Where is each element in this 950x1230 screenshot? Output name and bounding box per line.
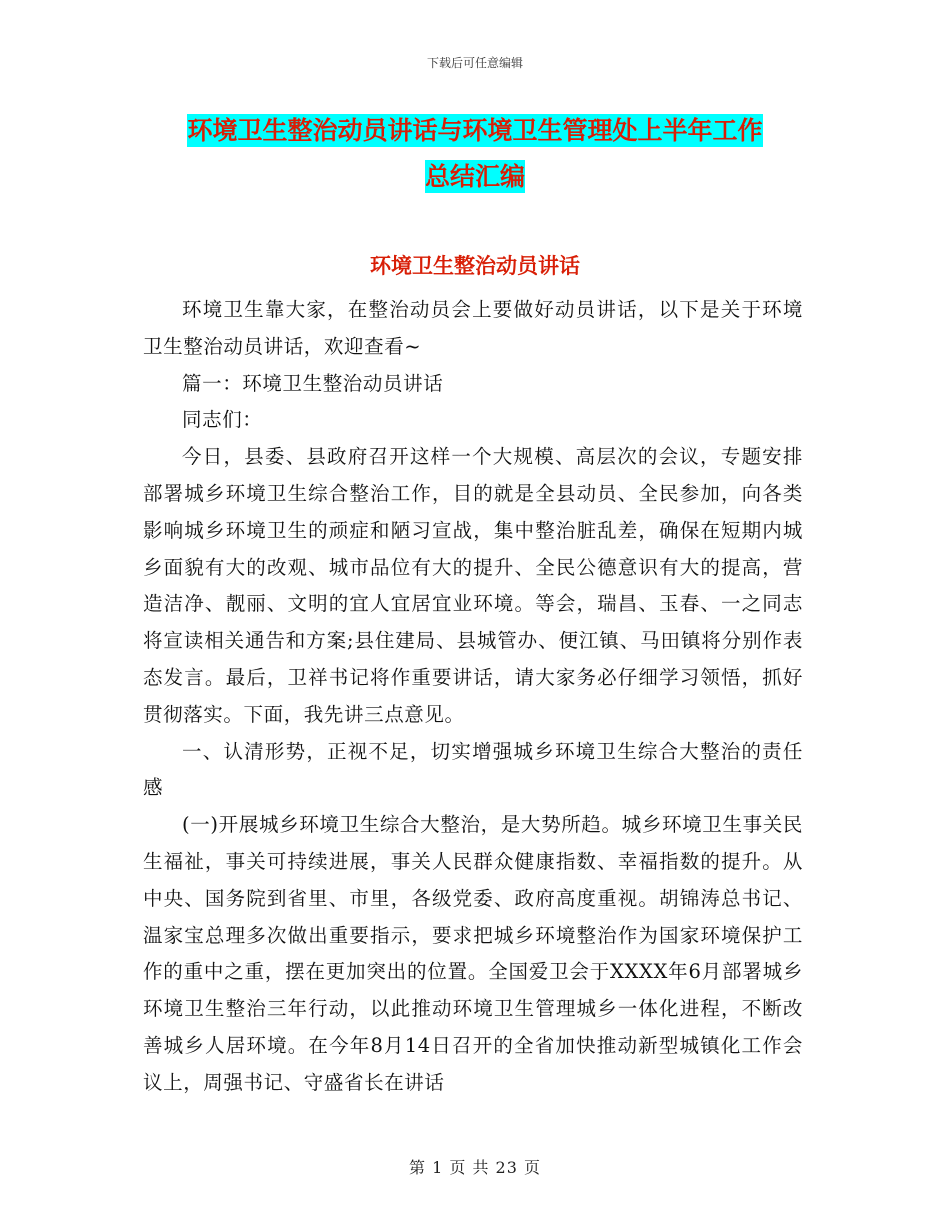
document-title-line-1: 环境卫生整治动员讲话与环境卫生管理处上半年工作 (187, 116, 763, 145)
section-title: 环境卫生整治动员讲话 (370, 254, 580, 278)
paragraph-opening: 今日，县委、县政府召开这样一个大规模、高层次的会议，专题安排部署城乡环境卫生综合整治工作，目的就是全县动员、全民参加，向各类影响城乡环境卫生的顽症和陋习宣战，集中整治脏乱差，确保在短期内城乡面貌有大的改观、城市品位有大的提升、全民公德意识有大的提高，营造洁净、靓丽、文明的宜人宜居宜业环境。等会，瑞昌、玉春、一之同志将宣读相关通告和方案;县住建局、县城管办、便江镇、马田镇将分别作表态发言。最后，卫祥书记将作重要讲话，请大家务必仔细学习领悟，抓好贯彻落实。下面，我先讲三点意见。 (143, 445, 803, 726)
document-title-line-2: 总结汇编 (424, 162, 525, 191)
document-title (140, 108, 810, 200)
document-body (143, 292, 803, 1102)
paragraph-point-one-body: (一)开展城乡环境卫生综合大整治，是大势所趋。城乡环境卫生事关民生福祉，事关可持续进展，事关人民群众健康指数、幸福指数的提升。从中央、国务院到省里、市里，各级党委、政府高度重视。胡锦涛总书记、温家宝总理多次做出重要指示，要求把城乡环境整治作为国家环境保护工作的重中之重，摆在更加突出的位置。全国爱卫会于XXXX年6月部署城乡环境卫生整治三年行动，以此推动环境卫生管理城乡一体化进程，不断改善城乡人居环境。在今年8月14日召开的全省加快推动新型城镇化工作会议上，周强书记、守盛省长在讲话 (143, 813, 803, 1094)
paragraph-chapter-heading: 篇一：环境卫生整治动员讲话 (182, 371, 444, 395)
page-header-note: 下载后可任意编辑 (426, 56, 523, 70)
page-footer: 第 1 页 共 23 页 (409, 1158, 541, 1177)
paragraph-point-one-heading: 一、认清形势，正视不足，切实增强城乡环境卫生综合大整治的责任感 (143, 739, 803, 800)
paragraph-salutation: 同志们： (182, 408, 263, 432)
paragraph-intro: 环境卫生靠大家，在整治动员会上要做好动员讲话，以下是关于环境卫生整治动员讲话，欢迎查看~ (143, 298, 803, 358)
